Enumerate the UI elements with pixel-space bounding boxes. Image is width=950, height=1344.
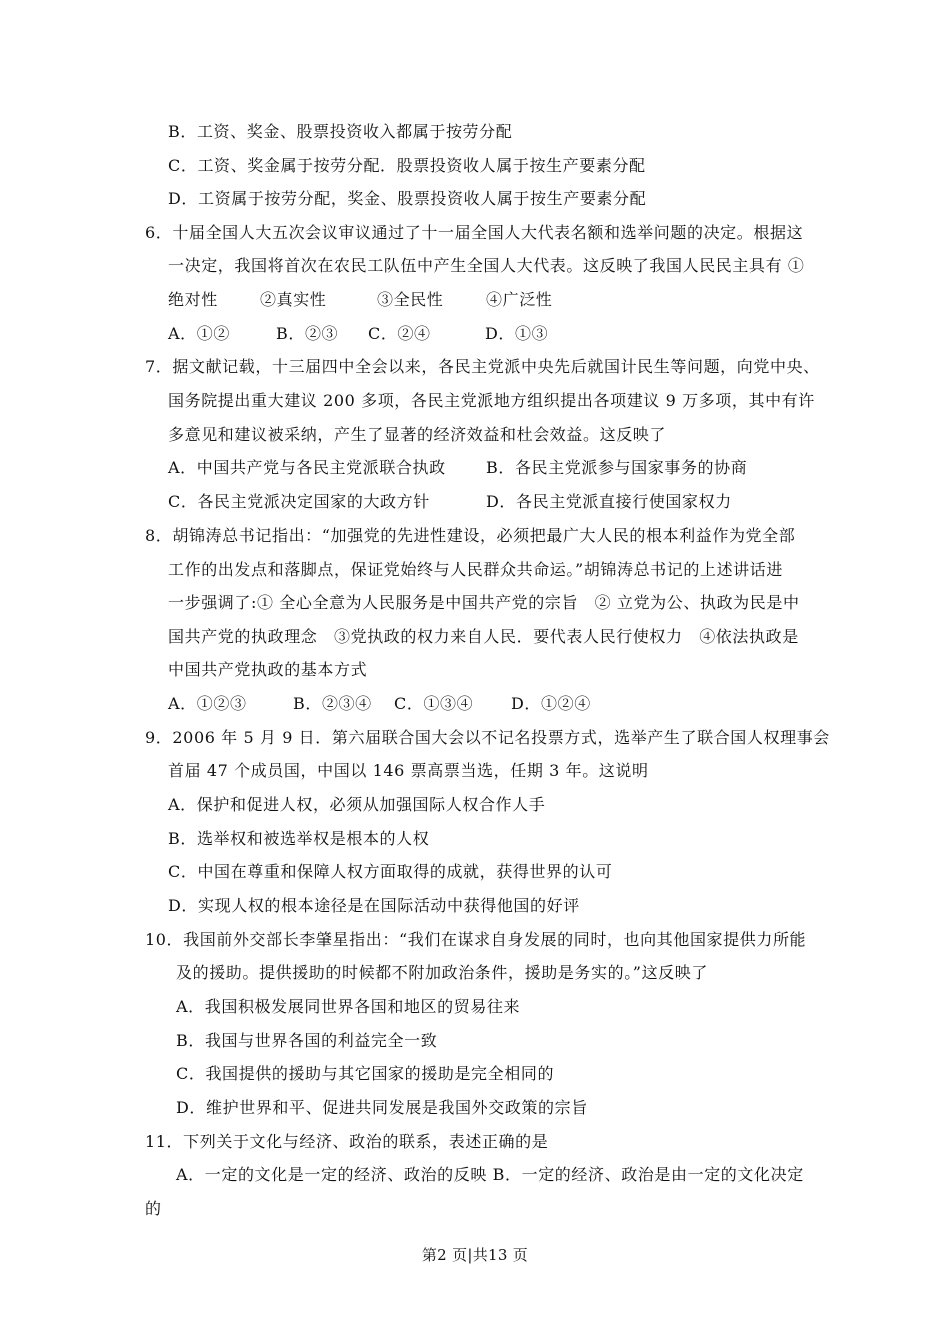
q8-stem-line3: 一步强调了:① 全心全意为人民服务是中国共产党的宗旨 ② 立党为公、执政为民是中 (168, 593, 800, 612)
q5-option-d: D．工资属于按劳分配，奖金、股票投资收人属于按生产要素分配 (168, 189, 647, 208)
q6-option-b: B．②③ (276, 324, 339, 343)
q9-option-c: C．中国在尊重和保障人权方面取得的成就，获得世界的认可 (168, 862, 613, 881)
q11-options-line2: 的 (145, 1199, 162, 1218)
q6-stem-line1: 6．十届全国人大五次会议审议通过了十一届全国人大代表名额和选举问题的决定。根据这 (145, 223, 804, 242)
q8-option-d: D．①②④ (511, 694, 591, 713)
q6-choice-4: ④广泛性 (486, 290, 553, 309)
q10-option-a: A．我国积极发展同世界各国和地区的贸易往来 (176, 997, 521, 1016)
q10-option-b: B．我国与世界各国的利益完全一致 (176, 1031, 438, 1050)
q11-stem-line1: 11．下列关于文化与经济、政治的联系，表述正确的是 (145, 1132, 549, 1151)
q6-option-d: D．①③ (485, 324, 549, 343)
q8-option-c: C．①③④ (394, 694, 474, 713)
q7-stem-line3: 多意见和建议被采纳，产生了显著的经济效益和杜会效益。这反映了 (168, 425, 667, 444)
q6-choice-1: 绝对性 (168, 290, 218, 309)
q9-option-d: D．实现人权的根本途径是在国际活动中获得他国的好评 (168, 896, 580, 915)
q8-option-b: B．②③④ (293, 694, 372, 713)
q7-option-b: B．各民主党派参与国家事务的协商 (486, 458, 748, 477)
q10-stem-line1: 10．我国前外交部长李肇星指出：“我们在谋求自身发展的同时，也向其他国家提供力所能 (145, 930, 807, 949)
q8-option-a: A．①②③ (168, 694, 247, 713)
q7-option-c: C．各民主党派决定国家的大政方针 (168, 492, 430, 511)
q6-option-c: C．②④ (368, 324, 431, 343)
q8-stem-line5: 中国共产党执政的基本方式 (168, 660, 368, 679)
q9-stem-line2: 首届 47 个成员国，中国以 146 票高票当选，任期 3 年。这说明 (168, 761, 649, 780)
q5-option-c: C．工资、奖金属于按劳分配．股票投资收人属于按生产要素分配 (168, 156, 646, 175)
q10-stem-line2: 及的援助。提供援助的时候都不附加政治条件，援助是务实的。”这反映了 (176, 963, 708, 982)
q10-option-d: D．维护世界和平、促进共同发展是我国外交政策的宗旨 (176, 1098, 588, 1117)
q6-choice-3: ③全民性 (377, 290, 444, 309)
q8-stem-line4: 国共产党的执政理念 ③党执政的权力来自人民．要代表人民行使权力 ④依法执政是 (168, 627, 799, 646)
q11-options-line1: A．一定的文化是一定的经济、政治的反映 B．一定的经济、政治是由一定的文化决定 (176, 1165, 804, 1184)
q6-option-a: A．①② (168, 324, 230, 343)
q5-option-b: B．工资、奖金、股票投资收入都属于按劳分配 (168, 122, 513, 141)
q6-choice-2: ②真实性 (260, 290, 327, 309)
q6-stem-line2: 一决定，我国将首次在农民工队伍中产生全国人大代表。这反映了我国人民民主具有 ① (168, 256, 805, 275)
q10-option-c: C．我国提供的援助与其它国家的援助是完全相同的 (176, 1064, 555, 1083)
q7-option-d: D．各民主党派直接行使国家权力 (486, 492, 732, 511)
q7-stem-line2: 国务院提出重大建议 200 多项，各民主党派地方组织提出各项建议 9 万多项，其中有许 (168, 391, 815, 410)
q9-stem-line1: 9．2006 年 5 月 9 日．第六届联合国大会以不记名投票方式，选举产生了联合国人权理事会 (145, 728, 830, 747)
q9-option-b: B．选举权和被选举权是根本的人权 (168, 829, 430, 848)
q9-option-a: A．保护和促进人权，必须从加强国际人权合作人手 (168, 795, 546, 814)
q8-stem-line1: 8．胡锦涛总书记指出：“加强党的先进性建设，必须把最广大人民的根本利益作为党全部 (145, 526, 796, 545)
page-footer: 第2 页|共13 页 (421, 1246, 529, 1264)
q7-option-a: A．中国共产党与各民主党派联合执政 (168, 458, 446, 477)
q8-stem-line2: 工作的出发点和落脚点，保证党始终与人民群众共命运。”胡锦涛总书记的上述讲话进 (168, 560, 783, 579)
q7-stem-line1: 7．据文献记载，十三届四中全会以来，各民主党派中央先后就国计民生等问题，向党中央、 (145, 357, 820, 376)
